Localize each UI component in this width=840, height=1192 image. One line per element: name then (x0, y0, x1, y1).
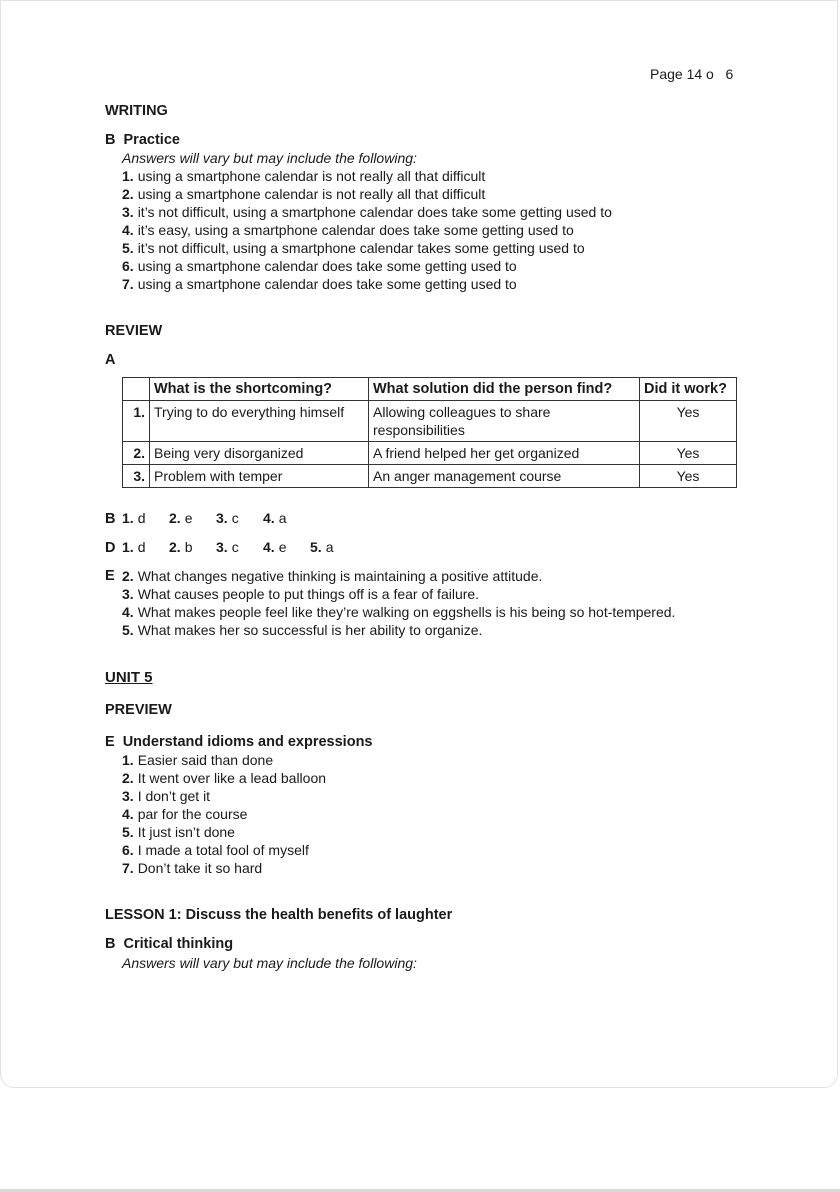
answer-pair (263, 510, 310, 526)
item-text: Easier said than done (137, 752, 274, 768)
item-number: 7. (122, 860, 134, 876)
answer-letter: d (137, 510, 146, 526)
list-item (122, 204, 612, 220)
section-title: Practice (123, 132, 180, 148)
item-number: 3. (122, 204, 134, 220)
item-number: 5. (122, 240, 134, 256)
item-number: 1. (122, 752, 134, 768)
item-text: What changes negative thinking is maintaining a positive attitude. (137, 568, 543, 584)
table-row (123, 465, 737, 488)
writing-section-b (105, 132, 180, 148)
list-item (122, 806, 247, 822)
answer-letter: c (231, 539, 239, 555)
answer-letter: c (231, 510, 239, 526)
answer-pair (310, 539, 357, 555)
list-item (122, 568, 542, 584)
row-solution: A friend helped her get organized (369, 442, 640, 465)
answer-pair (169, 539, 216, 555)
answer-letter: b (184, 539, 193, 555)
answer-letter: e (278, 539, 287, 555)
list-item (122, 770, 326, 786)
unit-title: UNIT 5 (105, 669, 153, 686)
answer-pair (263, 539, 310, 555)
item-number: 4. (122, 222, 134, 238)
section-label: E (105, 734, 115, 750)
answer-number: 5. (310, 539, 322, 555)
preview-heading: PREVIEW (105, 702, 172, 718)
answer-letter: a (325, 539, 334, 555)
row-shortcoming: Trying to do everything himself (150, 401, 369, 442)
item-number: 7. (122, 276, 134, 292)
lesson-heading: LESSON 1: Discuss the health benefits of laughter (105, 907, 453, 923)
answer-number: 2. (169, 539, 181, 555)
writing-heading: WRITING (105, 103, 168, 119)
item-number: 3. (122, 586, 134, 602)
item-text: it’s not difficult, using a smartphone calendar does take some getting used to (137, 204, 612, 220)
review-heading: REVIEW (105, 323, 163, 339)
row-worked: Yes (640, 442, 737, 465)
row-shortcoming: Being very disorganized (150, 442, 369, 465)
table-row (123, 442, 737, 465)
list-item (122, 860, 262, 876)
list-item (122, 604, 675, 620)
list-item (122, 586, 479, 602)
review-part-b (105, 510, 310, 527)
item-text: I made a total fool of myself (137, 842, 309, 858)
table-header-worked: Did it work? (640, 378, 737, 401)
item-text: using a smartphone calendar does take some getting used to (137, 276, 517, 292)
item-number: 2. (122, 568, 134, 584)
row-solution: An anger management course (369, 465, 640, 488)
answer-pair (169, 510, 216, 526)
answer-number: 3. (216, 510, 228, 526)
answer-number: 4. (263, 539, 275, 555)
item-text: It went over like a lead balloon (137, 770, 327, 786)
table-header-num (123, 378, 150, 401)
item-number: 3. (122, 788, 134, 804)
table-header-solution: What solution did the person find? (369, 378, 640, 401)
answer-pair (216, 510, 263, 526)
answer-number: 2. (169, 510, 181, 526)
answer-number: 4. (263, 510, 275, 526)
lesson-section-b (105, 936, 233, 952)
lesson-intro: Answers will vary but may include the following: (122, 955, 417, 971)
item-text: I don’t get it (137, 788, 211, 804)
item-text: it’s not difficult, using a smartphone calendar takes some getting used to (137, 240, 585, 256)
row-number: 1. (123, 401, 150, 442)
row-number: 2. (123, 442, 150, 465)
unit5-section-e (105, 734, 373, 750)
answer-number: 1. (122, 539, 134, 555)
item-text: What makes people feel like they’re walking on eggshells is his being so hot-tempered. (137, 604, 676, 620)
item-text: using a smartphone calendar does take some getting used to (137, 258, 517, 274)
item-text: it’s easy, using a smartphone calendar does take some getting used to (137, 222, 574, 238)
list-item (122, 752, 273, 768)
item-text: What causes people to put things off is a fear of failure. (137, 586, 480, 602)
item-number: 6. (122, 258, 134, 274)
item-text: par for the course (137, 806, 248, 822)
item-text: Don’t take it so hard (137, 860, 263, 876)
part-d-label: D (105, 540, 116, 556)
list-item (122, 824, 235, 840)
item-text: using a smartphone calendar is not really all that difficult (137, 186, 486, 202)
item-text: It just isn’t done (137, 824, 235, 840)
item-number: 5. (122, 622, 134, 638)
part-b-label: B (105, 511, 116, 527)
item-number: 4. (122, 604, 134, 620)
section-title: Understand idioms and expressions (122, 734, 373, 750)
answer-letter: a (278, 510, 287, 526)
list-item (122, 258, 517, 274)
answer-pair (122, 510, 169, 526)
item-number: 2. (122, 186, 134, 202)
part-e-label: E (105, 568, 115, 584)
table-row (123, 401, 737, 442)
list-item (122, 788, 210, 804)
list-item (122, 276, 517, 292)
review-table (122, 377, 737, 488)
item-number: 4. (122, 806, 134, 822)
answer-pair (122, 539, 169, 555)
list-item (122, 622, 482, 638)
answer-number: 3. (216, 539, 228, 555)
item-number: 2. (122, 770, 134, 786)
answer-letter: e (184, 510, 193, 526)
list-item (122, 168, 485, 184)
row-worked: Yes (640, 401, 737, 442)
answer-number: 1. (122, 510, 134, 526)
writing-intro: Answers will vary but may include the following: (122, 150, 417, 166)
item-number: 1. (122, 168, 134, 184)
list-item (122, 240, 585, 256)
row-number: 3. (123, 465, 150, 488)
section-title: Critical thinking (123, 936, 234, 952)
section-label: B (105, 132, 116, 148)
item-number: 5. (122, 824, 134, 840)
list-item (122, 842, 309, 858)
table-header-shortcoming: What is the shortcoming? (150, 378, 369, 401)
answer-letter: d (137, 539, 146, 555)
review-part-d (105, 539, 357, 556)
item-number: 6. (122, 842, 134, 858)
row-solution: Allowing colleagues to share responsibilities (369, 401, 640, 442)
review-part-a-label: A (105, 352, 116, 368)
answer-pair (216, 539, 263, 555)
list-item (122, 222, 574, 238)
section-label: B (105, 936, 116, 952)
table-header-row (123, 378, 737, 401)
list-item (122, 186, 485, 202)
row-worked: Yes (640, 465, 737, 488)
item-text: What makes her so successful is her ability to organize. (137, 622, 483, 638)
page-number: Page 14 o 6 (650, 66, 734, 82)
item-text: using a smartphone calendar is not really all that difficult (137, 168, 486, 184)
row-shortcoming: Problem with temper (150, 465, 369, 488)
